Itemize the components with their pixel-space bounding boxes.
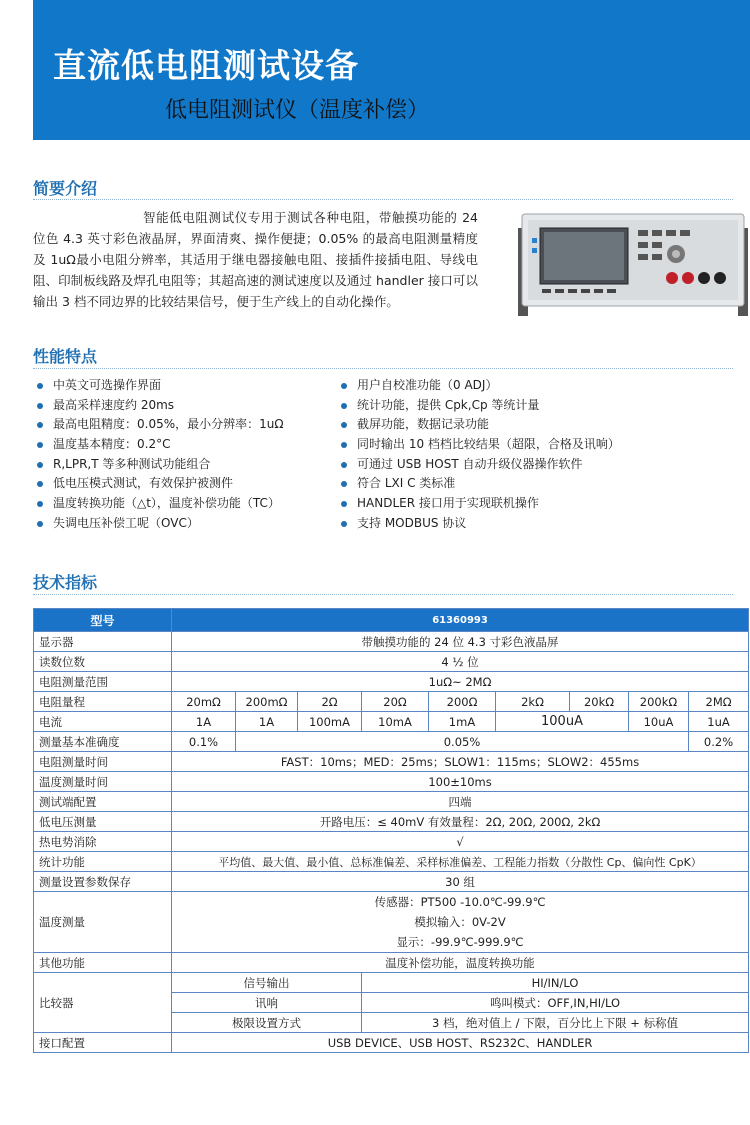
temp-line: 模拟输入：0V-2V [414,915,506,929]
row-label: 读数位数 [34,652,172,672]
comparator-value: 鸣叫模式：OFF,IN,HI/LO [362,993,749,1013]
row-value: 1uΩ~ 2MΩ [172,672,749,692]
row-value: 温度补偿功能，温度转换功能 [172,953,749,973]
feature-item: 用户自校准功能（0 ADJ） [337,376,620,396]
instrument-photo [518,208,748,318]
current-cell: 100uA [496,712,629,732]
row-label: 电阻测量范围 [34,672,172,692]
features-heading: 性能特点 [33,347,98,366]
feature-item: 失调电压补偿工呢（OVC） [33,514,284,534]
table-row [34,973,749,993]
feature-item: 支持 MODBUS 协议 [337,514,620,534]
row-label: 低电压测量 [34,812,172,832]
table-row [34,752,749,772]
row-label: 测量设置参数保存 [34,872,172,892]
feature-item: 温度基本精度：0.2°C [33,435,284,455]
feature-item: 符合 LXI C 类标准 [337,474,620,494]
table-row [34,632,749,652]
row-value: 带触摸功能的 24 位 4.3 寸彩色液晶屏 [172,632,749,652]
row-value: 30 组 [172,872,749,892]
row-label: 比较器 [34,973,172,1033]
range-cell: 2Ω [298,692,362,712]
intro-heading: 简要介绍 [33,179,98,198]
row-label: 测试端配置 [34,792,172,812]
table-row [34,672,749,692]
row-label: 电流 [34,712,172,732]
row-label: 其他功能 [34,953,172,973]
accuracy-cell: 0.2% [689,732,749,752]
range-cell: 200kΩ [629,692,689,712]
feature-item: 统计功能，提供 Cpk,Cp 等统计量 [337,396,620,416]
row-value: USB DEVICE、USB HOST、RS232C、HANDLER [172,1033,749,1053]
table-row [34,852,749,872]
row-label: 热电势消除 [34,832,172,852]
table-row [34,792,749,812]
row-value: 四端 [172,792,749,812]
row-label: 统计功能 [34,852,172,872]
model-label: 型号 [34,609,172,632]
table-row [34,609,749,632]
comparator-value: 3 档，绝对值上 / 下限，百分比上下限 + 标称值 [362,1013,749,1033]
table-row [34,892,749,953]
features-divider [33,368,733,369]
feature-item: 温度转换功能（△t），温度补偿功能（TC） [33,494,284,514]
range-cell: 200mΩ [236,692,298,712]
range-cell: 20Ω [362,692,429,712]
specs-heading: 技术指标 [33,573,98,592]
current-cell: 1mA [429,712,496,732]
accuracy-cell: 0.1% [172,732,236,752]
row-value: FAST：10ms；MED：25ms；SLOW1：115ms；SLOW2：455ms [172,752,749,772]
range-cell: 2MΩ [689,692,749,712]
intro-divider [33,199,733,200]
table-row [34,732,749,752]
comparator-key: 讯响 [172,993,362,1013]
feature-item: 最高电阻精度：0.05%，最小分辨率：1uΩ [33,415,284,435]
feature-item: 低电压模式测试，有效保护被测件 [33,474,284,494]
table-row [34,872,749,892]
features-list-right [337,376,620,534]
current-cell: 10uA [629,712,689,732]
table-row [34,712,749,732]
current-cell: 1A [172,712,236,732]
page-title: 直流低电阻测试设备 [53,46,359,85]
feature-item: 中英文可选操作界面 [33,376,284,396]
model-value: 61360993 [172,609,749,632]
feature-item: HANDLER 接口用于实现联机操作 [337,494,620,514]
accuracy-cell: 0.05% [236,732,689,752]
comparator-value: HI/IN/LO [362,973,749,993]
current-cell: 1uA [689,712,749,732]
temperature-values [172,892,749,953]
temp-line: 传感器：PT500 -10.0℃-99.9℃ [374,895,546,909]
table-row [34,772,749,792]
current-cell: 100mA [298,712,362,732]
table-row [34,953,749,973]
row-label: 温度测量时间 [34,772,172,792]
table-row [34,812,749,832]
row-label: 显示器 [34,632,172,652]
range-cell: 20mΩ [172,692,236,712]
table-row [34,692,749,712]
table-row [34,832,749,852]
row-label: 测量基本准确度 [34,732,172,752]
row-label: 接口配置 [34,1033,172,1053]
row-value: 4 ½ 位 [172,652,749,672]
intro-text: 智能低电阻测试仪专用于测试各种电阻，带触摸功能的 24 位色 4.3 英寸彩色液晶屏，界面清爽、操作便捷；0.05% 的最高电阻测量精度及 1uΩ最小电阻分辨率，其适用于继电器接触电阻、接插件接插电阻、导线电阻、印制板线路及焊孔电阻等；其超高速的测试速度以及通过 handler 接口可以输出 3 档不同边界的比较结果信号，便于生产线上的自动化操作。 [33,210,478,309]
comparator-key: 信号输出 [172,973,362,993]
range-cell: 2kΩ [496,692,570,712]
feature-item: 可通过 USB HOST 自动升级仪器操作软件 [337,455,620,475]
row-label: 电阻量程 [34,692,172,712]
table-row [34,1033,749,1053]
feature-item: 最高采样速度约 20ms [33,396,284,416]
feature-item: 截屏功能，数据记录功能 [337,415,620,435]
range-cell: 20kΩ [570,692,629,712]
spec-table [33,608,749,1053]
feature-item: 同时输出 10 档档比较结果（超限，合格及讯响） [337,435,620,455]
current-cell: 10mA [362,712,429,732]
page-subtitle: 低电阻测试仪（温度补偿） [165,98,430,123]
header-banner [33,0,750,140]
row-value: √ [172,832,749,852]
row-value: 平均值、最大值、最小值、总标准偏差、采样标准偏差、工程能力指数（分散性 Cp、偏向性 CpK） [172,852,749,872]
comparator-key: 极限设置方式 [172,1013,362,1033]
temp-line: 显示：-99.9℃-999.9℃ [396,935,524,949]
features-list-left [33,376,284,534]
row-value: 100±10ms [172,772,749,792]
row-label: 温度测量 [34,892,172,953]
specs-divider [33,594,733,595]
row-label: 电阻测量时间 [34,752,172,772]
feature-item: R,LPR,T 等多种测试功能组合 [33,455,284,475]
range-cell: 200Ω [429,692,496,712]
table-row [34,652,749,672]
current-cell: 1A [236,712,298,732]
row-value: 开路电压：≤ 40mV 有效量程：2Ω, 20Ω, 200Ω, 2kΩ [172,812,749,832]
